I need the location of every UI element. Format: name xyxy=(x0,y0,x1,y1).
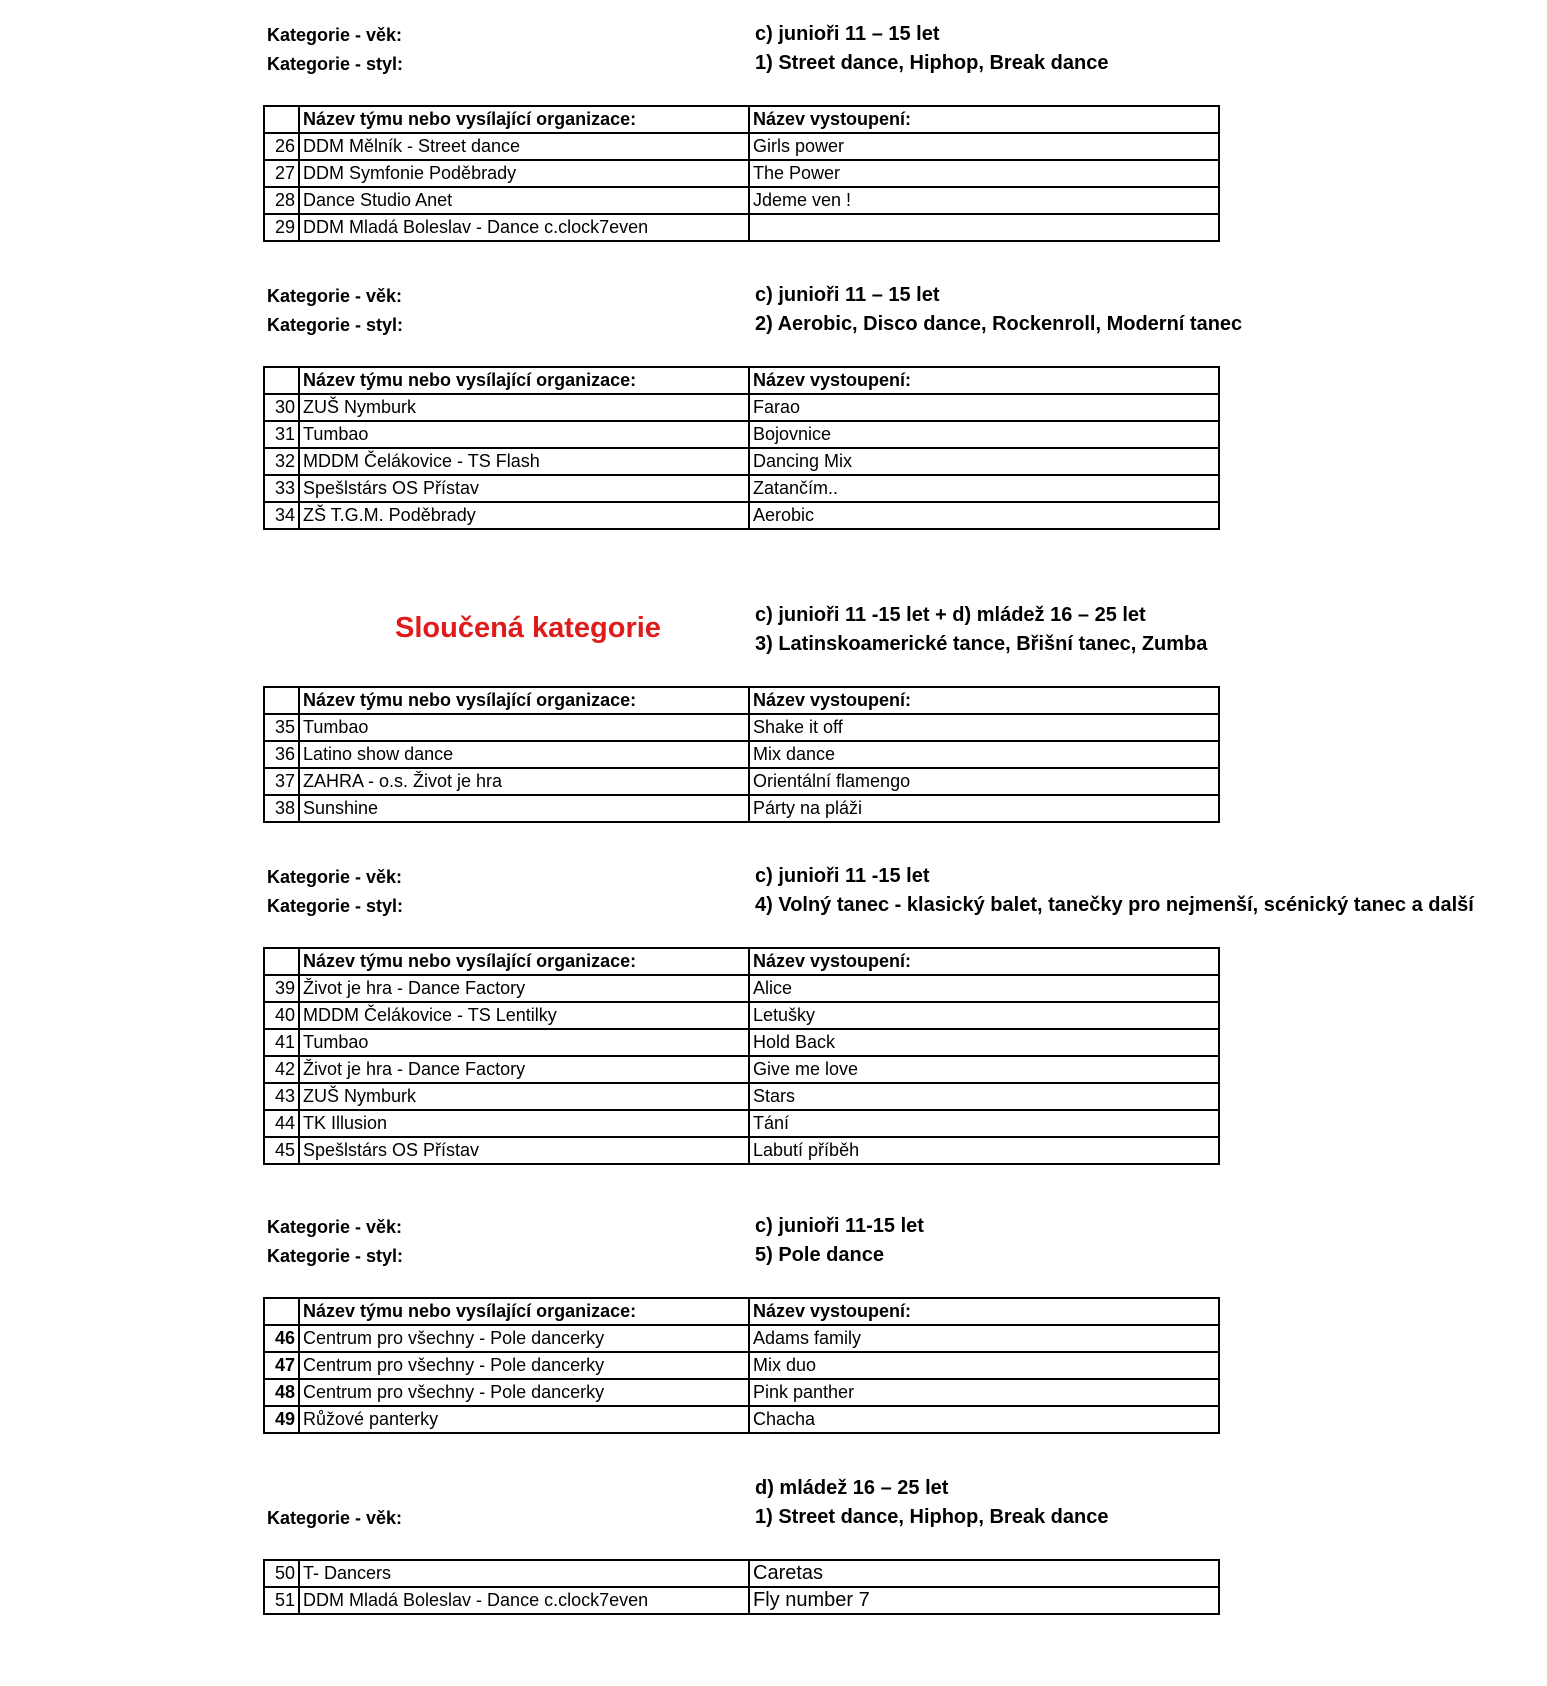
header-number-cell xyxy=(264,106,299,133)
performance-name: Fly number 7 xyxy=(749,1587,1219,1614)
category-style-label: Kategorie - styl: xyxy=(267,1246,404,1266)
row-number: 43 xyxy=(264,1083,299,1110)
row-number: 35 xyxy=(264,714,299,741)
table-row xyxy=(264,502,1219,529)
performance-name: Letušky xyxy=(749,1002,1219,1029)
header-team-cell: Název týmu nebo vysílající organizace: xyxy=(299,1298,749,1325)
team-name: ZUŠ Nymburk xyxy=(299,394,749,421)
header-team-cell: Název týmu nebo vysílající organizace: xyxy=(299,367,749,394)
table-header-row xyxy=(264,687,1219,714)
team-name: Spešlstárs OS Přístav xyxy=(299,1137,749,1164)
row-number: 46 xyxy=(264,1325,299,1352)
table-header-row xyxy=(264,948,1219,975)
table-header-row xyxy=(264,367,1219,394)
team-name: Centrum pro všechny - Pole dancerky xyxy=(299,1352,749,1379)
header-team-cell: Název týmu nebo vysílající organizace: xyxy=(299,948,749,975)
row-number: 50 xyxy=(264,1560,299,1587)
team-name: ZŠ T.G.M. Poděbrady xyxy=(299,502,749,529)
category-age-label: Kategorie - věk: xyxy=(267,25,403,45)
performance-name xyxy=(749,214,1219,241)
team-name: Tumbao xyxy=(299,714,749,741)
table-row xyxy=(264,768,1219,795)
team-name: Sunshine xyxy=(299,795,749,822)
team-name: DDM Symfonie Poděbrady xyxy=(299,160,749,187)
category-style-label: Kategorie - styl: xyxy=(267,54,404,74)
row-number: 31 xyxy=(264,421,299,448)
row-number: 45 xyxy=(264,1137,299,1164)
table-row xyxy=(264,1002,1219,1029)
table-row xyxy=(264,1379,1219,1406)
category-age-value: c) junioři 11 -15 let xyxy=(755,865,930,887)
team-name: Růžové panterky xyxy=(299,1406,749,1433)
table-row xyxy=(264,1083,1219,1110)
table-row xyxy=(264,214,1219,241)
performance-name: Dancing Mix xyxy=(749,448,1219,475)
header-team-cell: Název týmu nebo vysílající organizace: xyxy=(299,106,749,133)
table-row xyxy=(264,1352,1219,1379)
team-name: T- Dancers xyxy=(299,1560,749,1587)
category-age-value: c) junioři 11-15 let xyxy=(755,1215,924,1237)
row-number: 37 xyxy=(264,768,299,795)
performance-name: Mix duo xyxy=(749,1352,1219,1379)
category-age-label: Kategorie - věk: xyxy=(267,1508,403,1528)
performance-name: Girls power xyxy=(749,133,1219,160)
table-row xyxy=(264,1056,1219,1083)
team-name: MDDM Čelákovice - TS Flash xyxy=(299,448,749,475)
row-number: 33 xyxy=(264,475,299,502)
performance-name: Aerobic xyxy=(749,502,1219,529)
header-performance-cell: Název vystoupení: xyxy=(749,106,1219,133)
performance-name: Labutí příběh xyxy=(749,1137,1219,1164)
registrations-table xyxy=(263,366,1220,530)
row-number: 44 xyxy=(264,1110,299,1137)
row-number: 47 xyxy=(264,1352,299,1379)
team-name: Život je hra - Dance Factory xyxy=(299,1056,749,1083)
row-number: 51 xyxy=(264,1587,299,1614)
category-age-label: Kategorie - věk: xyxy=(267,867,403,887)
team-name: ZUŠ Nymburk xyxy=(299,1083,749,1110)
table-header-row xyxy=(264,106,1219,133)
team-name: Spešlstárs OS Přístav xyxy=(299,475,749,502)
category-style-value: 1) Street dance, Hiphop, Break dance xyxy=(755,1506,1109,1528)
performance-name: The Power xyxy=(749,160,1219,187)
performance-name: Pink panther xyxy=(749,1379,1219,1406)
category-age-label: Kategorie - věk: xyxy=(267,286,403,306)
registrations-table xyxy=(263,686,1220,823)
category-style-label: Kategorie - styl: xyxy=(267,315,404,335)
row-number: 34 xyxy=(264,502,299,529)
registrations-table xyxy=(263,1297,1220,1434)
row-number: 38 xyxy=(264,795,299,822)
performance-name: Give me love xyxy=(749,1056,1219,1083)
team-name: Dance Studio Anet xyxy=(299,187,749,214)
row-number: 36 xyxy=(264,741,299,768)
table-row xyxy=(264,448,1219,475)
row-number: 39 xyxy=(264,975,299,1002)
row-number: 26 xyxy=(264,133,299,160)
header-number-cell xyxy=(264,1298,299,1325)
row-number: 28 xyxy=(264,187,299,214)
team-name: Latino show dance xyxy=(299,741,749,768)
table-row xyxy=(264,133,1219,160)
header-performance-cell: Název vystoupení: xyxy=(749,1298,1219,1325)
header-performance-cell: Název vystoupení: xyxy=(749,687,1219,714)
table-header-row xyxy=(264,1298,1219,1325)
performance-name: Zatančím.. xyxy=(749,475,1219,502)
performance-name: Shake it off xyxy=(749,714,1219,741)
table-row xyxy=(264,1587,1219,1614)
performance-name: Mix dance xyxy=(749,741,1219,768)
performance-name: Tání xyxy=(749,1110,1219,1137)
table-row xyxy=(264,1029,1219,1056)
category-age-value: c) junioři 11 – 15 let xyxy=(755,23,940,45)
performance-name: Caretas xyxy=(749,1560,1219,1587)
table-row xyxy=(264,160,1219,187)
table-row xyxy=(264,1325,1219,1352)
team-name: Tumbao xyxy=(299,421,749,448)
registrations-table xyxy=(263,947,1220,1165)
performance-name: Bojovnice xyxy=(749,421,1219,448)
performance-name: Hold Back xyxy=(749,1029,1219,1056)
category-style-value: 1) Street dance, Hiphop, Break dance xyxy=(755,52,1109,74)
header-number-cell xyxy=(264,367,299,394)
performance-name: Stars xyxy=(749,1083,1219,1110)
team-name: MDDM Čelákovice - TS Lentilky xyxy=(299,1002,749,1029)
performance-name: Párty na pláži xyxy=(749,795,1219,822)
table-row xyxy=(264,421,1219,448)
team-name: Tumbao xyxy=(299,1029,749,1056)
registrations-table xyxy=(263,105,1220,242)
team-name: Centrum pro všechny - Pole dancerky xyxy=(299,1325,749,1352)
category-age-value: c) junioři 11 – 15 let xyxy=(755,284,940,306)
table-row xyxy=(264,741,1219,768)
registrations-table xyxy=(263,1559,1220,1615)
row-number: 48 xyxy=(264,1379,299,1406)
header-number-cell xyxy=(264,948,299,975)
table-row xyxy=(264,187,1219,214)
row-number: 42 xyxy=(264,1056,299,1083)
row-number: 29 xyxy=(264,214,299,241)
team-name: Život je hra - Dance Factory xyxy=(299,975,749,1002)
table-row xyxy=(264,1560,1219,1587)
table-row xyxy=(264,475,1219,502)
table-row xyxy=(264,1406,1219,1433)
team-name: DDM Mladá Boleslav - Dance c.clock7even xyxy=(299,214,749,241)
table-row xyxy=(264,1110,1219,1137)
table-row xyxy=(264,394,1219,421)
header-team-cell: Název týmu nebo vysílající organizace: xyxy=(299,687,749,714)
merged-category-title: Sloučená kategorie xyxy=(395,612,661,644)
category-style-value: 2) Aerobic, Disco dance, Rockenroll, Moderní tanec xyxy=(755,313,1243,335)
row-number: 40 xyxy=(264,1002,299,1029)
performance-name: Alice xyxy=(749,975,1219,1002)
header-performance-cell: Název vystoupení: xyxy=(749,367,1219,394)
team-name: ZAHRA - o.s. Život je hra xyxy=(299,768,749,795)
row-number: 30 xyxy=(264,394,299,421)
category-age-value: d) mládež 16 – 25 let xyxy=(755,1477,949,1499)
table-row xyxy=(264,1137,1219,1164)
table-row xyxy=(264,795,1219,822)
performance-name: Jdeme ven ! xyxy=(749,187,1219,214)
header-number-cell xyxy=(264,687,299,714)
team-name: DDM Mladá Boleslav - Dance c.clock7even xyxy=(299,1587,749,1614)
performance-name: Farao xyxy=(749,394,1219,421)
performance-name: Adams family xyxy=(749,1325,1219,1352)
team-name: DDM Mělník - Street dance xyxy=(299,133,749,160)
row-number: 32 xyxy=(264,448,299,475)
category-style-value: 4) Volný tanec - klasický balet, tanečky pro nejmenší, scénický tanec a další xyxy=(755,894,1474,916)
category-age-value: c) junioři 11 -15 let + d) mládež 16 – 25 let xyxy=(755,604,1146,626)
row-number: 49 xyxy=(264,1406,299,1433)
category-style-value: 5) Pole dance xyxy=(755,1244,884,1266)
team-name: TK Illusion xyxy=(299,1110,749,1137)
category-style-label: Kategorie - styl: xyxy=(267,896,404,916)
performance-name: Orientální flamengo xyxy=(749,768,1219,795)
table-row xyxy=(264,714,1219,741)
header-performance-cell: Název vystoupení: xyxy=(749,948,1219,975)
category-age-label: Kategorie - věk: xyxy=(267,1217,403,1237)
table-row xyxy=(264,975,1219,1002)
category-style-value: 3) Latinskoamerické tance, Břišní tanec, Zumba xyxy=(755,633,1208,655)
team-name: Centrum pro všechny - Pole dancerky xyxy=(299,1379,749,1406)
row-number: 41 xyxy=(264,1029,299,1056)
performance-name: Chacha xyxy=(749,1406,1219,1433)
row-number: 27 xyxy=(264,160,299,187)
